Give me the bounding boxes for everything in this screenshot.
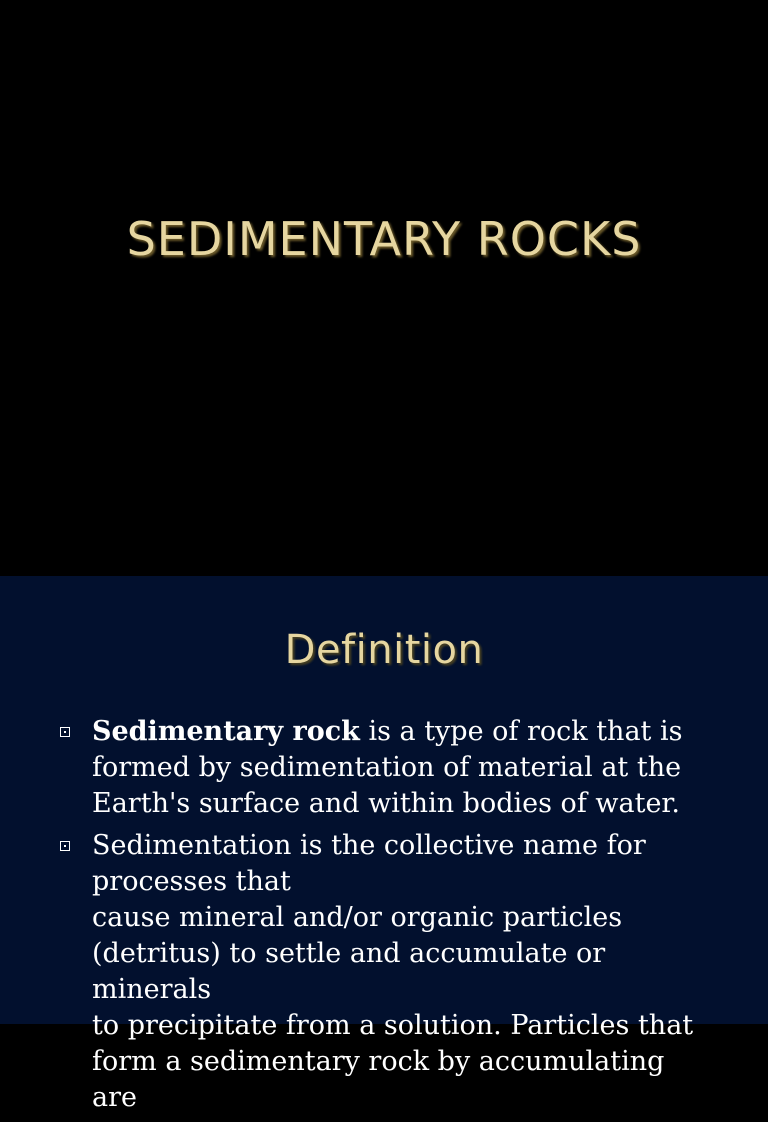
bullet-item-sedimentation (0, 828, 768, 1116)
bullet-line: to precipitate from a solution. Particles that (92, 1010, 694, 1041)
slide-title: SEDIMENTARY ROCKS (126, 212, 642, 266)
square-bullet-icon (60, 841, 70, 851)
bullet-line: processes that (92, 866, 291, 897)
bullet-text: is a type of rock that is (359, 716, 683, 747)
bullet-line: (detritus) to settle and accumulate or minerals (92, 938, 606, 1005)
slide-2 (0, 576, 768, 1113)
bullet-line: Earth's surface and within bodies of water. (92, 788, 680, 819)
bullet-line: form a sedimentary rock by accumulating are (92, 1046, 665, 1113)
square-bullet-icon (60, 727, 70, 737)
bullet-item-definition (0, 714, 768, 822)
bullet-line: Sedimentation is the collective name for (92, 830, 646, 861)
bold-term: Sedimentary rock (92, 716, 360, 747)
bullet-line: formed by sedimentation of material at the (92, 752, 682, 783)
bullet-list (0, 714, 768, 1122)
slide-heading: Definition (284, 627, 484, 673)
bullet-line (92, 714, 712, 750)
bullet-line: cause mineral and/or organic particles (92, 902, 623, 933)
